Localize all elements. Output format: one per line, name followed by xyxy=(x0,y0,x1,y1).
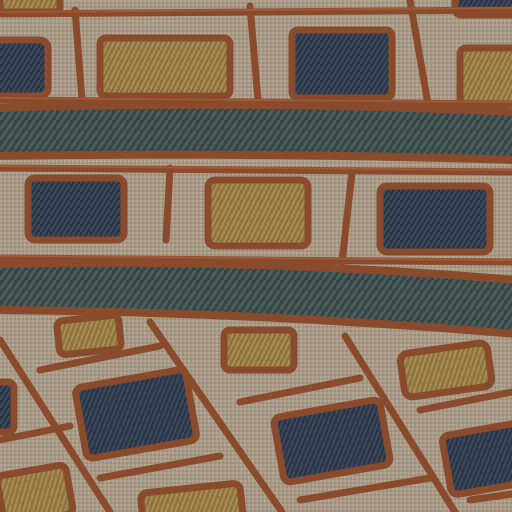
navy-block xyxy=(28,178,124,240)
ochre-block xyxy=(0,464,74,512)
ochre-block xyxy=(100,38,230,96)
navy-block xyxy=(292,30,392,98)
ochre-block xyxy=(208,180,308,246)
navy-block xyxy=(75,369,198,459)
ochre-block xyxy=(399,342,492,398)
navy-block xyxy=(441,421,512,496)
ochre-block xyxy=(460,48,512,104)
navy-block xyxy=(380,186,490,252)
navy-block xyxy=(273,399,391,483)
navy-block xyxy=(0,40,48,96)
middle-row xyxy=(28,178,490,252)
ochre-block xyxy=(56,315,121,355)
navy-block xyxy=(0,382,14,432)
teal-band-1 xyxy=(0,105,512,160)
ochre-block xyxy=(224,330,294,370)
